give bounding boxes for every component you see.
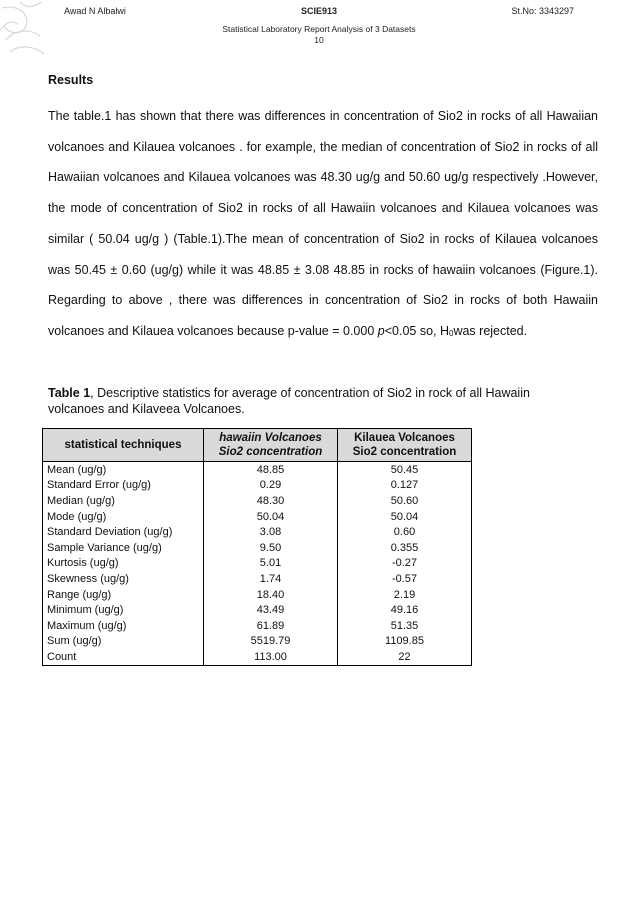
hawaiin-value-cell: 9.50 <box>204 540 338 556</box>
table-row-label: Maximum (ug/g) <box>43 618 204 634</box>
kilauea-value-cell: -0.57 <box>338 571 472 587</box>
header-statistical-techniques: statistical techniques <box>43 429 204 462</box>
table-caption-label: Table 1 <box>48 386 91 400</box>
table-row <box>43 524 472 540</box>
table-row <box>43 602 472 618</box>
table-row <box>43 571 472 587</box>
table-row <box>43 556 472 572</box>
table-row-label: Mode (ug/g) <box>43 509 204 525</box>
header-kilauea-volcanoes: Kilauea Volcanoes Sio2 concentration <box>338 429 472 462</box>
header-student-number: St.No: 3343297 <box>511 6 574 16</box>
table-row-label: Median (ug/g) <box>43 493 204 509</box>
table-caption <box>48 385 568 417</box>
kilauea-value-cell: -0.27 <box>338 556 472 572</box>
results-text-end: was rejected. <box>453 323 528 338</box>
descriptive-statistics-table <box>42 428 472 666</box>
results-text-threshold: <0.05 so, H <box>384 323 449 338</box>
hawaiin-value-cell: 18.40 <box>204 587 338 603</box>
hawaiin-value-cell: 61.89 <box>204 618 338 634</box>
header-course: SCIE913 <box>300 6 338 16</box>
header-hawaiin-volcanoes: hawaiin Volcanoes Sio2 concentration <box>204 429 338 462</box>
table-row-label: Sample Variance (ug/g) <box>43 540 204 556</box>
report-title: Statistical Laboratory Report Analysis of 3 Datasets <box>222 24 416 34</box>
kilauea-value-cell: 50.45 <box>338 462 472 478</box>
results-heading: Results <box>48 73 94 87</box>
kilauea-value-cell: 50.60 <box>338 493 472 509</box>
kilauea-value-cell: 51.35 <box>338 618 472 634</box>
hawaiin-value-cell: 1.74 <box>204 571 338 587</box>
h0-subscript: 0 <box>449 328 454 338</box>
kilauea-value-cell: 1109.85 <box>338 634 472 650</box>
results-paragraph <box>48 101 598 350</box>
table-row-label: Sum (ug/g) <box>43 634 204 650</box>
table-row-label: Minimum (ug/g) <box>43 602 204 618</box>
table-row-label: Skewness (ug/g) <box>43 571 204 587</box>
results-text: The table.1 has shown that there was differences in concentration of Sio2 in rocks of all Hawaiian volcanoes and Kilauea volcanoes . for example, the median of concentration of Sio2 in rocks of all Hawaiian volcanoes and Kilauea volcanoes was 48.30 ug/g and 50.60 ug/g respectively .However, the mode of concentration of Sio2 in rocks of all Hawaiin volcanoes and Kilauea volcanoes was similar ( 50.04 ug/g ) (Table.1).The mean of concentration of Sio2 in rocks of Kilauea volcanoes was 50.45 ± 0.60 (ug/g) while it was 48.85 ± 3.08 48.85 in rocks of hawaiin volcanoes (Figure.1). Regarding to above , there was differences in concentration of Sio2 in rocks of both Hawaiin volcanoes and Kilauea volcanoes because p-value = 0.000 <box>48 109 598 338</box>
table-row-label: Mean (ug/g) <box>43 462 204 478</box>
kilauea-value-cell: 22 <box>338 649 472 665</box>
table-row-label: Standard Error (ug/g) <box>43 478 204 494</box>
hawaiin-value-cell: 48.30 <box>204 493 338 509</box>
kilauea-value-cell: 0.127 <box>338 478 472 494</box>
hawaiin-value-cell: 43.49 <box>204 602 338 618</box>
table-row-label: Range (ug/g) <box>43 587 204 603</box>
table-row-label: Count <box>43 649 204 665</box>
hawaiin-value-cell: 5519.79 <box>204 634 338 650</box>
table-row <box>43 634 472 650</box>
hawaiin-value-cell: 3.08 <box>204 524 338 540</box>
table-row <box>43 478 472 494</box>
header-author: Awad N Albalwi <box>64 6 126 16</box>
hawaiin-value-cell: 50.04 <box>204 509 338 525</box>
table-row <box>43 462 472 478</box>
table-row <box>43 649 472 665</box>
table-row <box>43 587 472 603</box>
table-row <box>43 509 472 525</box>
table-row <box>43 540 472 556</box>
table-caption-text: , Descriptive statistics for average of concentration of Sio2 in rock of all Hawaiin volcanoes and Kilaveea Volcanoes. <box>48 386 530 416</box>
p-symbol: p <box>377 323 385 338</box>
kilauea-value-cell: 2.19 <box>338 587 472 603</box>
kilauea-value-cell: 0.60 <box>338 524 472 540</box>
kilauea-value-cell: 49.16 <box>338 602 472 618</box>
hawaiin-value-cell: 48.85 <box>204 462 338 478</box>
hawaiin-value-cell: 113.00 <box>204 649 338 665</box>
table-row-label: Kurtosis (ug/g) <box>43 556 204 572</box>
page-number: 10 <box>314 35 324 45</box>
table-row <box>43 618 472 634</box>
kilauea-value-cell: 0.355 <box>338 540 472 556</box>
table-row <box>43 493 472 509</box>
table-row-label: Standard Deviation (ug/g) <box>43 524 204 540</box>
kilauea-value-cell: 50.04 <box>338 509 472 525</box>
report-subtitle <box>0 24 638 46</box>
hawaiin-value-cell: 0.29 <box>204 478 338 494</box>
hawaiin-value-cell: 5.01 <box>204 556 338 572</box>
table-header-row <box>43 429 472 462</box>
